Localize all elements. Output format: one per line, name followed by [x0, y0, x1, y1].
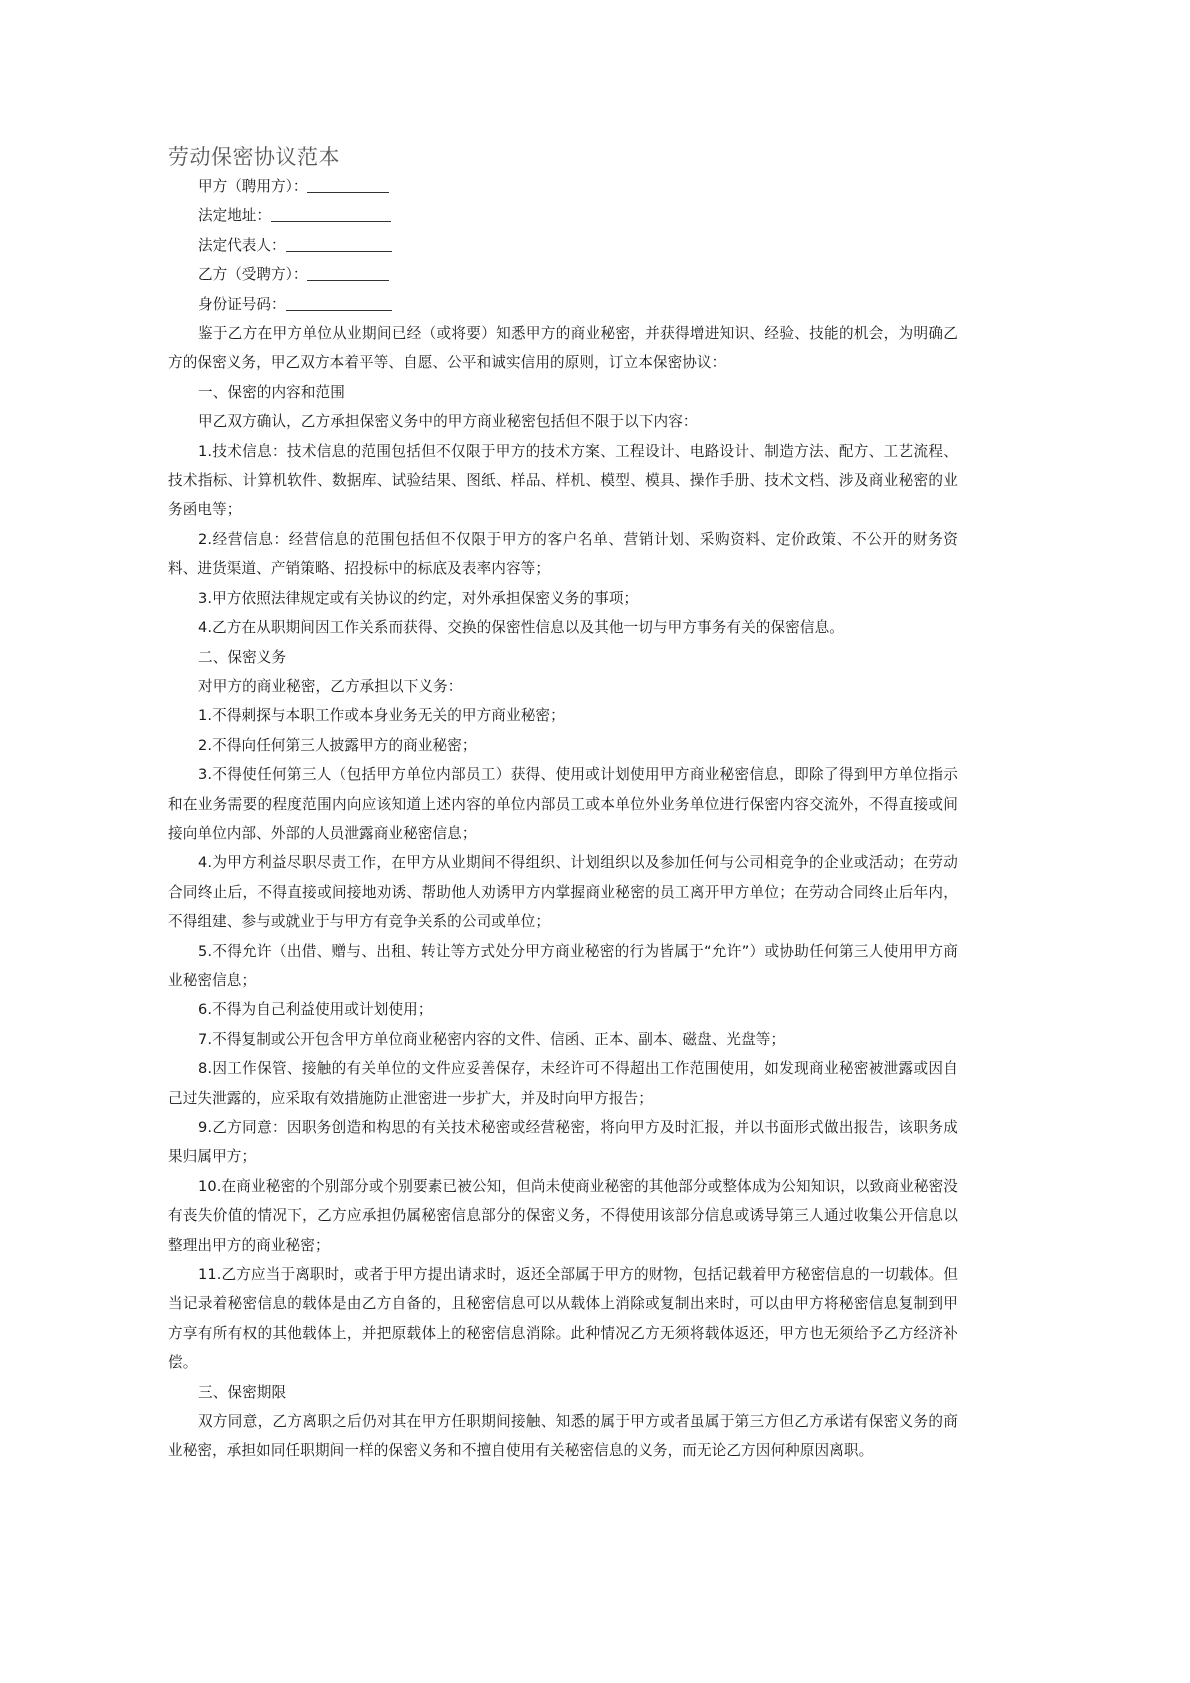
blank-line[interactable] [286, 293, 392, 311]
section-intro: 对甲方的商业秘密，乙方承担以下义务： [198, 677, 463, 695]
clause-item: 9.乙方同意：因职务创造和构思的有关技术秘密或经营秘密，将向甲方及时汇报，并以书面形式做出报告，该职务成果归属甲方； [168, 1119, 958, 1166]
clause-item: 2.经营信息：经营信息的范围包括但不仅限于甲方的客户名单、营销计划、采购资料、定价政策、不公开的财务资料、进货渠道、产销策略、招投标中的标底及表率内容等； [168, 530, 958, 578]
clause-item: 1.技术信息：技术信息的范围包括但不仅限于甲方的技术方案、工程设计、电路设计、制造方法、配方、工艺流程、技术指标、计算机软件、数据库、试验结果、图纸、样品、样机、模型、模具、操作手册、技术文档、涉及商业秘密的业务函电等； [168, 442, 958, 519]
field-label: 法定代表人： [198, 236, 286, 254]
clause-item: 2.不得向任何第三人披露甲方的商业秘密； [198, 736, 477, 754]
blank-line[interactable] [307, 175, 389, 193]
blank-line[interactable] [307, 263, 389, 281]
field-id-number [168, 290, 958, 319]
clause-item: 3.不得使任何第三人（包括甲方单位内部员工）获得、使用或计划使用甲方商业秘密信息，即除了得到甲方单位指示和在业务需要的程度范围内向应该知道上述内容的单位内部员工或本单位外业务单位进行保密内容交流外，不得直接或间接向单位内部、外部的人员泄露商业秘密信息； [168, 766, 958, 842]
field-party-a [168, 172, 958, 201]
clause-item: 10.在商业秘密的个别部分或个别要素已被公知，但尚未使商业秘密的其他部分或整体成为公知知识，以致商业秘密没有丧失价值的情况下，乙方应承担仍属秘密信息部分的保密义务，不得使用该部分信息或诱导第三人通过收集公开信息以整理出甲方的商业秘密； [168, 1177, 958, 1254]
section-intro: 双方同意，乙方离职之后仍对其在甲方任职期间接触、知悉的属于甲方或者虽属于第三方但乙方承诺有保密义务的商业秘密，承担如同任职期间一样的保密义务和不擅自使用有关秘密信息的义务，而无论乙方因何种原因离职。 [168, 1413, 958, 1460]
field-label: 法定地址： [198, 207, 271, 225]
clause-item: 1.不得刺探与本职工作或本身业务无关的甲方商业秘密； [198, 707, 565, 725]
clause-item: 6.不得为自己利益使用或计划使用； [198, 1001, 433, 1019]
clause-item: 8.因工作保管、接触的有关单位的文件应妥善保存，未经许可不得超出工作范围使用，如发现商业秘密被泄露或因自己过失泄露的，应采取有效措施防止泄密进一步扩大，并及时向甲方报告； [168, 1060, 958, 1107]
section-heading: 二、保密义务 [198, 648, 287, 666]
section-heading: 一、保密的内容和范围 [198, 383, 345, 401]
field-legal-address [168, 201, 958, 230]
party-fields [168, 172, 958, 319]
field-label: 甲方（聘用方）： [198, 178, 308, 195]
field-label: 乙方（受聘方）： [198, 266, 308, 284]
clause-item: 4.乙方在从职期间因工作关系而获得、交换的保密性信息以及其他一切与甲方事务有关的保密信息。 [198, 619, 844, 637]
preamble-paragraph: 鉴于乙方在甲方单位从业期间已经（或将要）知悉甲方的商业秘密，并获得增进知识、经验、技能的机会，为明确乙方的保密义务，甲乙双方本着平等、自愿、公平和诚实信用的原则，订立本保密协议： [168, 325, 958, 372]
clause-item: 11.乙方应当于离职时，或者于甲方提出请求时，返还全部属于甲方的财物，包括记载着甲方秘密信息的一切载体。但当记录着秘密信息的载体是由乙方自备的，且秘密信息可以从载体上消除或复制出来时，可以由甲方将秘密信息复制到甲方享有所有权的其他载体上，并把原载体上的秘密信息消除。此种情况乙方无须将载体返还，甲方也无须给予乙方经济补偿。 [168, 1266, 958, 1372]
blank-line[interactable] [286, 234, 392, 252]
section-intro: 甲乙双方确认，乙方承担保密义务中的甲方商业秘密包括但不限于以下内容： [198, 413, 698, 431]
field-party-b [168, 260, 958, 289]
section-heading: 三、保密期限 [198, 1383, 287, 1401]
clause-item: 5.不得允许（出借、赠与、出租、转让等方式处分甲方商业秘密的行为皆属于“允许”）或协助任何第三人使用甲方商业秘密信息； [168, 942, 958, 989]
clause-item: 7.不得复制或公开包含甲方单位商业秘密内容的文件、信函、正本、副本、磁盘、光盘等； [198, 1030, 786, 1048]
document-title: 劳动保密协议范本 [168, 145, 340, 169]
field-legal-representative [168, 231, 958, 260]
blank-line[interactable] [271, 204, 391, 222]
clause-item: 4.为甲方利益尽职尽责工作，在甲方从业期间不得组织、计划组织以及参加任何与公司相竞争的企业或活动；在劳动合同终止后，不得直接或间接地劝诱、帮助他人劝诱甲方内掌握商业秘密的员工离开甲方单位；在劳动合同终止后年内，不得组建、参与或就业于与甲方有竞争关系的公司或单位； [168, 854, 958, 931]
clause-item: 3.甲方依照法律规定或有关协议的约定，对外承担保密义务的事项； [198, 589, 639, 607]
field-label: 身份证号码： [198, 295, 286, 313]
document-page [168, 142, 958, 1466]
